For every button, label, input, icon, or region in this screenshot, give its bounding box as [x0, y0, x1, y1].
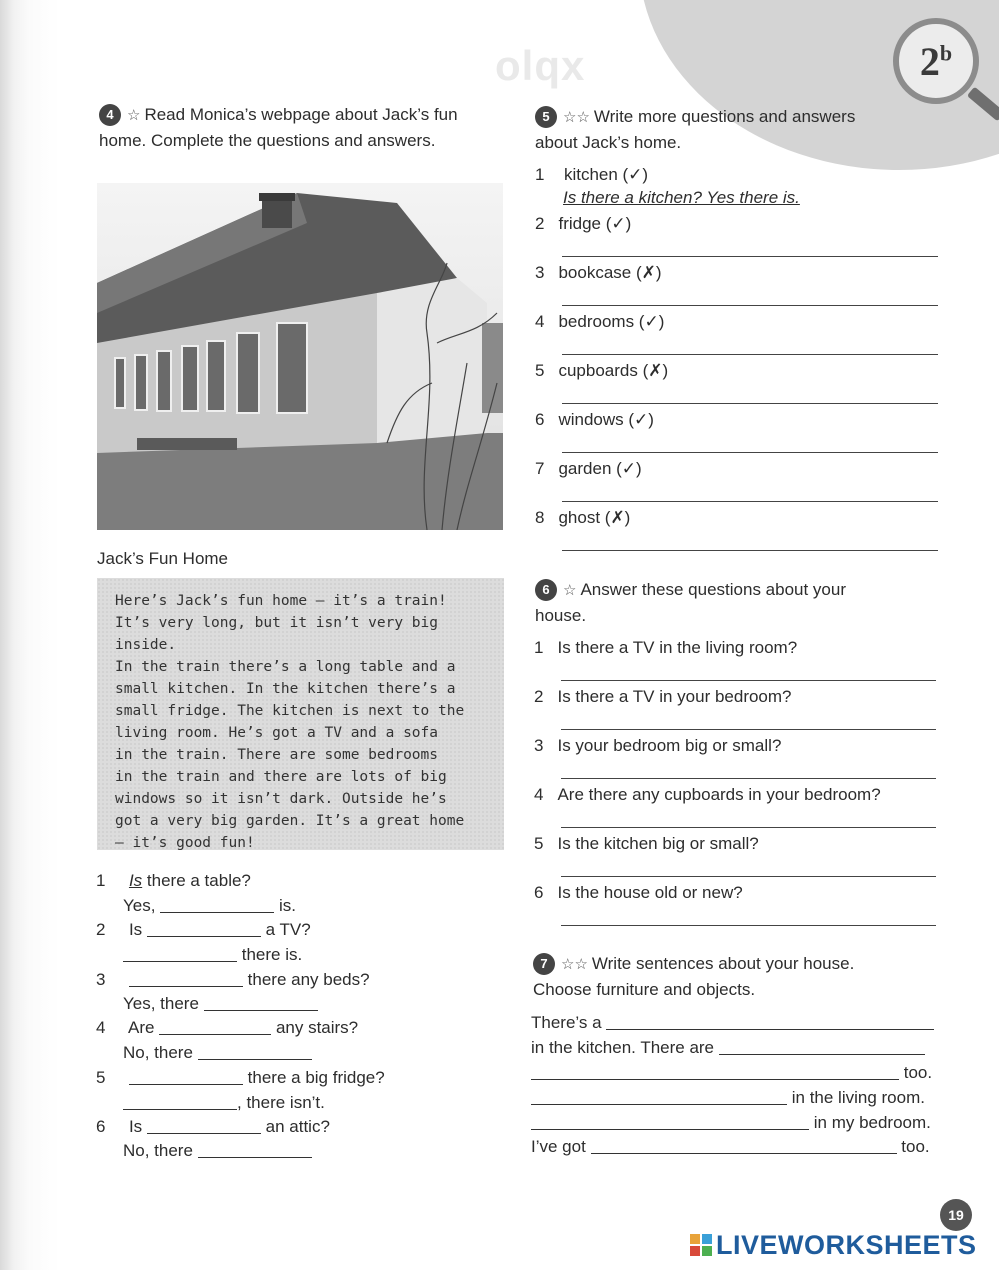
- ex7-number: 7: [533, 953, 555, 975]
- ex4-number: 4: [99, 104, 121, 126]
- ex5-item-8-text: ghost (✗): [558, 508, 631, 527]
- ex5-item-4-answer-line[interactable]: [562, 354, 938, 355]
- ex5-item-7: [535, 459, 642, 479]
- unit-number: 2: [919, 38, 940, 84]
- ex5-item-3-text: bookcase (✗): [558, 263, 662, 282]
- ex7-line-2: [531, 1038, 925, 1058]
- train-house-photo: [97, 183, 503, 530]
- ex4-note: [97, 578, 504, 850]
- ex7-line-3: [531, 1063, 932, 1083]
- ex4-item-5-answer-blank[interactable]: [123, 1095, 237, 1110]
- ex7-title-line1: Write sentences about your house.: [591, 954, 855, 973]
- ex6-item-2-number: 2: [534, 687, 544, 706]
- ex6-item-4-answer-line[interactable]: [561, 827, 936, 828]
- ex5-item-7-number: 7: [535, 459, 545, 478]
- ex4-item-3-question: [96, 970, 370, 990]
- ex4-item-1-answer-post: is.: [278, 896, 296, 915]
- ex7-line-6: [531, 1137, 930, 1157]
- ex4-item-1-number: 1: [96, 871, 106, 890]
- ex4-item-3-number: 3: [96, 970, 106, 989]
- ex7-line-3-text: too.: [903, 1063, 933, 1082]
- ex7-line-2-blank[interactable]: [719, 1040, 925, 1055]
- ex7-line-6-blank[interactable]: [591, 1139, 897, 1154]
- ex4-item-4-answer-blank[interactable]: [198, 1045, 312, 1060]
- brand-text: LIVEWORKSHEETS: [716, 1230, 977, 1260]
- ex7-line-5: [531, 1113, 931, 1133]
- unit-letter: b: [939, 40, 953, 66]
- ex4-title-line1: Read Monica’s webpage about Jack’s fun: [144, 105, 458, 124]
- ex4-item-3-answer-blank[interactable]: [204, 996, 318, 1011]
- ex6-item-1-text: Is there a TV in the living room?: [557, 638, 798, 657]
- ex5-item-5-number: 5: [535, 361, 545, 380]
- ex6-number: 6: [535, 579, 557, 601]
- ex5-item-6: [535, 410, 654, 430]
- ex4-item-3-answer: [123, 994, 318, 1014]
- ex5-item-5-answer-line[interactable]: [562, 403, 938, 404]
- ex4-item-6-number: 6: [96, 1117, 106, 1136]
- ex4-item-3-answer-pre: Yes, there: [123, 994, 199, 1013]
- ex4-item-2-question: [96, 920, 311, 940]
- ex7-line-4: [531, 1088, 925, 1108]
- ex4-item-1-answer-blank[interactable]: [160, 898, 274, 913]
- ex5-heading: [535, 104, 855, 155]
- ex5-item-8: [535, 508, 630, 528]
- ex4-title-line2: home. Complete the questions and answers.: [99, 131, 436, 150]
- ex4-item-4-answer-pre: No, there: [123, 1043, 193, 1062]
- ex4-note-text: Here’s Jack’s fun home – it’s a train! It’s very long, but it isn’t very big inside. In the train there’s a long table and a small kitchen. In the kitchen there’s a small fridge. The kitchen is next to the living room. He’s got a TV and a sofa in the train. There are some bedrooms in the train and there are lots of big windows so it isn’t dark. Outside he’s got a very big garden. It’s a great home – it’s good fun!: [115, 593, 465, 851]
- ex7-line-6-pre: I’ve got: [531, 1137, 586, 1156]
- ex4-item-4-answer: [123, 1043, 312, 1063]
- ex4-heading: [99, 102, 458, 153]
- ex5-example-answer: Is there a kitchen? Yes there is.: [563, 188, 800, 207]
- ex4-item-6-answer-pre: No, there: [123, 1141, 193, 1160]
- ex7-star-icon: ☆☆: [561, 956, 588, 973]
- ex6-item-5-text: Is the kitchen big or small?: [557, 834, 759, 853]
- ex6-item-6-text: Is the house old or new?: [557, 883, 743, 902]
- ex7-line-5-blank[interactable]: [531, 1115, 809, 1130]
- ex7-title-line2: Choose furniture and objects.: [533, 980, 756, 999]
- ex6-title-line2: house.: [535, 606, 587, 625]
- ex4-caption: Jack’s Fun Home: [97, 549, 229, 568]
- ex5-item-5: [535, 361, 668, 381]
- brand-logo[interactable]: [690, 1230, 977, 1261]
- ex6-item-5: [534, 834, 759, 854]
- ex6-item-1: [534, 638, 797, 658]
- ex4-item-5-question: [96, 1068, 385, 1088]
- ex6-item-1-number: 1: [534, 638, 544, 657]
- ex7-line-4-blank[interactable]: [531, 1090, 787, 1105]
- liveworksheets-icon: [690, 1234, 712, 1256]
- ex4-item-1-text: there a table?: [146, 871, 251, 890]
- ex4-item-4-blank[interactable]: [159, 1020, 271, 1035]
- ex5-item-1-text: kitchen (✓): [563, 165, 649, 184]
- ex4-item-1-answer-pre: Yes,: [123, 896, 156, 915]
- ex6-item-4: [534, 785, 881, 805]
- ex6-heading: [535, 577, 846, 628]
- ex6-title-line1: Answer these questions about your: [580, 580, 847, 599]
- ex5-item-4: [535, 312, 664, 332]
- ex6-item-6-number: 6: [534, 883, 544, 902]
- ex4-item-2-answer-blank[interactable]: [123, 947, 237, 962]
- ex6-item-4-text: Are there any cupboards in your bedroom?: [557, 785, 881, 804]
- ex5-item-1: [535, 165, 648, 185]
- unit-badge: [893, 18, 979, 104]
- ex6-item-3-answer-line[interactable]: [561, 778, 936, 779]
- ex4-item-2-number: 2: [96, 920, 106, 939]
- ex5-star-icon: ☆☆: [563, 109, 590, 126]
- ex4-item-5-number: 5: [96, 1068, 106, 1087]
- ex4-item-4-pre: Are: [128, 1018, 155, 1037]
- ex5-title-line1: Write more questions and answers: [593, 107, 856, 126]
- ex4-item-1-example: Is: [128, 871, 143, 890]
- ex5-item-8-number: 8: [535, 508, 545, 527]
- ex7-heading: [533, 951, 854, 1002]
- ex6-item-3-number: 3: [534, 736, 544, 755]
- ex4-item-6-answer: [123, 1141, 312, 1161]
- ex6-item-5-answer-line[interactable]: [561, 876, 936, 877]
- ex4-item-1-question: [96, 871, 251, 891]
- ex5-item-8-answer-line[interactable]: [562, 550, 938, 551]
- ex5-item-7-answer-line[interactable]: [562, 501, 938, 502]
- ex4-item-1-answer: [123, 896, 296, 916]
- ex7-line-1-text: There’s a: [531, 1013, 602, 1032]
- ex5-item-4-number: 4: [535, 312, 545, 331]
- ex4-item-2-answer: [123, 945, 302, 965]
- ex6-item-3-text: Is your bedroom big or small?: [557, 736, 782, 755]
- ex4-item-4-question: [96, 1018, 358, 1038]
- ex7-line-1: [531, 1013, 934, 1033]
- corner-title: olqx: [495, 42, 586, 89]
- ex4-item-6-blank[interactable]: [147, 1119, 261, 1134]
- ex4-item-5-text: there a big fridge?: [247, 1068, 385, 1087]
- ex6-item-3: [534, 736, 781, 756]
- ex5-item-1-number: 1: [535, 165, 545, 184]
- ex7-line-6-post: too.: [901, 1137, 930, 1156]
- ex6-item-2: [534, 687, 792, 707]
- ex7-line-4-text: in the living room.: [791, 1088, 925, 1107]
- ex4-item-6-pre: Is: [128, 1117, 143, 1136]
- ex4-item-6-question: [96, 1117, 330, 1137]
- ex6-item-6: [534, 883, 743, 903]
- ex6-item-2-text: Is there a TV in your bedroom?: [557, 687, 792, 706]
- ex7-line-2-text: in the kitchen. There are: [531, 1038, 715, 1057]
- ex4-item-4-text: any stairs?: [275, 1018, 359, 1037]
- ex7-line-1-blank[interactable]: [606, 1015, 934, 1030]
- ex6-item-1-answer-line[interactable]: [561, 680, 936, 681]
- ex4-item-2-blank[interactable]: [147, 922, 261, 937]
- ex6-item-4-number: 4: [534, 785, 544, 804]
- ex4-item-5-answer: [123, 1093, 325, 1113]
- ex5-item-6-answer-line[interactable]: [562, 452, 938, 453]
- ex5-item-3-number: 3: [535, 263, 545, 282]
- ex4-item-3-blank[interactable]: [129, 972, 243, 987]
- ex6-item-5-number: 5: [534, 834, 544, 853]
- page-number: 19: [940, 1199, 972, 1231]
- ex5-item-2: [535, 214, 631, 234]
- ex5-item-3-answer-line[interactable]: [562, 305, 938, 306]
- ex7-line-3-blank[interactable]: [531, 1065, 899, 1080]
- ex4-item-6-answer-blank[interactable]: [198, 1143, 312, 1158]
- ex7-line-5-text: in my bedroom.: [813, 1113, 931, 1132]
- ex5-item-6-number: 6: [535, 410, 545, 429]
- ex5-item-4-text: bedrooms (✓): [558, 312, 665, 331]
- ex5-title-line2: about Jack’s home.: [535, 133, 682, 152]
- ex4-item-2-pre: Is: [128, 920, 143, 939]
- ex4-item-5-blank[interactable]: [129, 1070, 243, 1085]
- ex4-item-3-text: there any beds?: [247, 970, 370, 989]
- ex5-item-3: [535, 263, 662, 283]
- ex4-item-2-text: a TV?: [265, 920, 311, 939]
- ex5-item-7-text: garden (✓): [558, 459, 642, 478]
- ex5-number: 5: [535, 106, 557, 128]
- ex5-item-2-text: fridge (✓): [558, 214, 632, 233]
- ex6-item-2-answer-line[interactable]: [561, 729, 936, 730]
- ex6-item-6-answer-line[interactable]: [561, 925, 936, 926]
- ex4-item-5-answer-post: , there isn’t.: [237, 1093, 325, 1112]
- ex6-star-icon: ☆: [563, 582, 577, 599]
- ex5-item-2-answer-line[interactable]: [562, 256, 938, 257]
- ex5-item-2-number: 2: [535, 214, 545, 233]
- ex4-item-2-answer-post: there is.: [241, 945, 303, 964]
- ex5-item-6-text: windows (✓): [558, 410, 654, 429]
- ex4-star-icon: ☆: [127, 107, 141, 124]
- ex4-item-4-number: 4: [96, 1018, 106, 1037]
- ex5-item-5-text: cupboards (✗): [558, 361, 669, 380]
- ex4-item-6-text: an attic?: [265, 1117, 330, 1136]
